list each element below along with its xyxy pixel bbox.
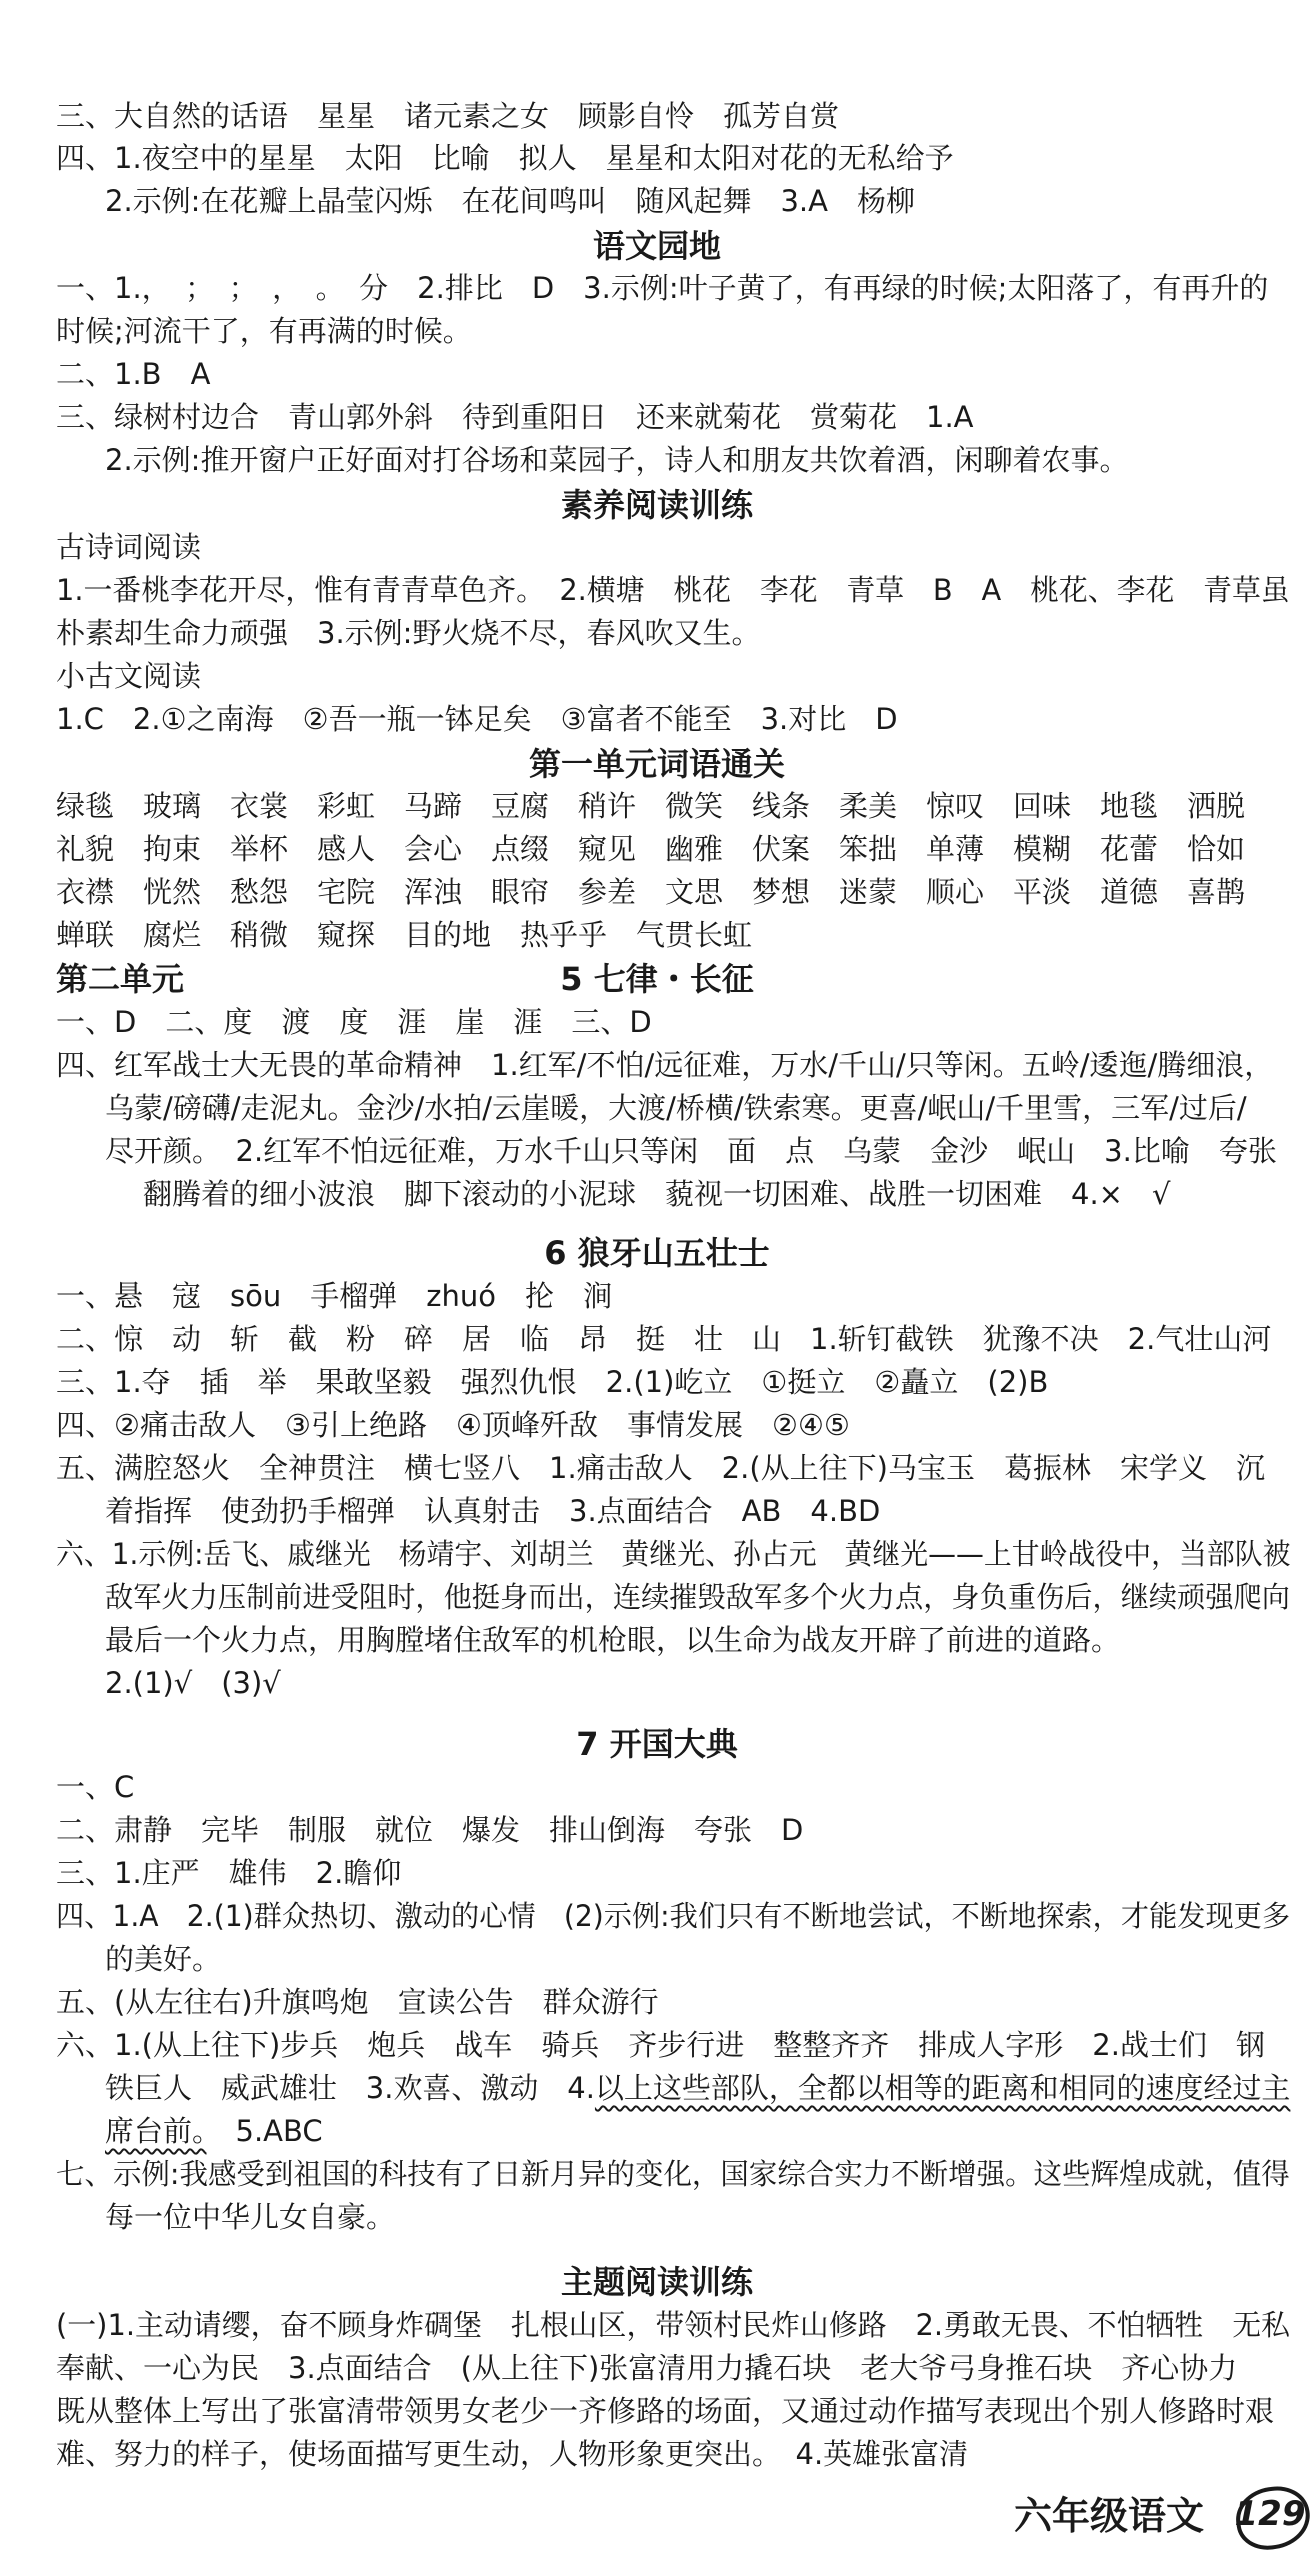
answer-line xyxy=(56,2305,1290,2345)
answer-line xyxy=(56,1534,1290,1574)
wavy-underlined-text: 以上这些部队，全都以相等的距离和相同的速度经过主 xyxy=(594,2071,1291,2105)
answer-line xyxy=(105,1131,1277,1171)
answer-line xyxy=(56,2348,1237,2388)
answer-line xyxy=(105,1663,281,1703)
answer-text: 一、悬 寇 sōu 手榴弹 zhuó 抡 涧 xyxy=(56,1279,612,1313)
answer-text: 六、1.示例:岳飞、戚继光 杨靖宇、刘胡兰 黄继光、孙占元 黄继光——上甘岭战役中，当部队被 xyxy=(56,1537,1291,1571)
answer-line xyxy=(56,1448,1265,1488)
answer-line xyxy=(143,1174,1170,1214)
answer-line xyxy=(56,656,201,696)
answer-text: 乌蒙/磅礴/走泥丸。金沙/水拍/云崖暖，大渡/桥横/铁索寒。更喜/岷山/千里雪，三军/过后/ xyxy=(105,1091,1247,1125)
answer-text: 四、②痛击敌人 ③引上绝路 ④顶峰歼敌 事情发展 ②④⑤ xyxy=(56,1408,850,1442)
answer-text: 朴素却生命力顽强 3.示例:野火烧不尽，春风吹又生。 xyxy=(56,616,761,650)
answer-text: 三、1.庄严 雄伟 2.瞻仰 xyxy=(56,1856,402,1890)
section-heading: 第二单元 xyxy=(56,960,185,998)
section-heading: 语文园地 xyxy=(592,227,721,265)
answer-text: 绿毯 玻璃 衣裳 彩虹 马蹄 豆腐 稍许 微笑 线条 柔美 惊叹 回味 地毯 洒脱 xyxy=(56,789,1246,823)
answer-line xyxy=(56,1853,401,1893)
answer-line xyxy=(56,1045,1273,1085)
answer-line xyxy=(105,1491,880,1531)
answer-text: 四、1.A 2.(1)群众热切、激动的心情 (2)示例:我们只有不断地尝试，不断地探索，才能发现更多 xyxy=(56,1899,1291,1933)
answer-text: 四、红军战士大无畏的革命精神 1.红军/不怕/远征难，万水/千山/只等闲。五岭/逶迤/腾细浪， xyxy=(56,1048,1274,1082)
answer-text: 四、1.夜空中的星星 太阳 比喻 拟人 星星和太阳对花的无私给予 xyxy=(56,141,954,175)
answer-line xyxy=(56,699,898,739)
answer-text: 敌军火力压制前进受阻时，他挺身而出，连续摧毁敌军多个火力点，身负重伤后，继续顽强爬向 xyxy=(105,1580,1291,1614)
answer-text: 难、努力的样子，使场面描写更生动，人物形象更突出。 4.英雄张富清 xyxy=(56,2437,969,2471)
answer-line xyxy=(105,2068,1290,2108)
answer-text: 三、1.夺 插 举 果敢坚毅 强烈仇恨 2.(1)屹立 ①挺立 ②矗立 (2)B xyxy=(56,1365,1049,1399)
section-heading: 主题阅读训练 xyxy=(560,2263,753,2301)
answer-text: 礼貌 拘束 举杯 感人 会心 点缀 窥见 幽雅 伏案 笨拙 单薄 模糊 花蕾 恰如 xyxy=(56,832,1246,866)
answer-line xyxy=(105,1577,1290,1617)
answer-text: 小古文阅读 xyxy=(56,659,202,693)
answer-line xyxy=(56,829,1245,869)
answer-line xyxy=(56,397,974,437)
answer-line xyxy=(56,354,210,394)
answer-line xyxy=(56,96,839,136)
section-heading: 素养阅读训练 xyxy=(560,486,753,524)
answer-text: 奉献、一心为民 3.点面结合 (从上往下)张富清用力撬石块 老大爷弓身推石块 齐心协力 xyxy=(56,2351,1238,2385)
answer-line xyxy=(56,1405,850,1445)
answer-text: 一、D 二、度 渡 度 涯 崖 涯 三、D xyxy=(56,1005,652,1039)
answer-text: 三、绿树村边合 青山郭外斜 待到重阳日 还来就菊花 赏菊花 1.A xyxy=(56,400,974,434)
answer-line xyxy=(105,440,1128,480)
answer-line xyxy=(56,527,201,567)
answer-line xyxy=(56,570,1290,610)
section-heading: 7 开国大典 xyxy=(576,1725,738,1763)
answer-line xyxy=(105,2197,395,2237)
answer-line xyxy=(56,1002,652,1042)
answer-text: 尽开颜。 2.红军不怕远征难，万水千山只等闲 面 点 乌蒙 金沙 岷山 3.比喻 夸张 xyxy=(105,1134,1277,1168)
answer-text: 二、1.B A xyxy=(56,357,211,391)
answer-line xyxy=(56,1767,134,1807)
answer-line xyxy=(56,2025,1265,2065)
page-number-badge xyxy=(1228,2483,1308,2547)
answer-line xyxy=(105,1088,1247,1128)
answer-text: 五、(从左往右)升旗鸣炮 宣读公告 群众游行 xyxy=(56,1985,659,2019)
answer-line xyxy=(56,1276,612,1316)
answer-text: 每一位中华儿女自豪。 xyxy=(105,2200,396,2234)
answer-text: 最后一个火力点，用胸膛堵住敌军的机枪眼，以生命为战友开辟了前进的道路。 xyxy=(105,1623,1121,1657)
answer-line xyxy=(56,1362,1048,1402)
page-number: 129 xyxy=(1234,2494,1306,2534)
answer-text: 二、惊 动 斩 截 粉 碎 居 临 昂 挺 壮 山 1.斩钉截铁 犹豫不决 2.气壮山河 xyxy=(56,1322,1272,1356)
answer-line xyxy=(56,872,1245,912)
answer-line xyxy=(56,138,954,178)
answer-text: 的美好。 xyxy=(105,1942,222,1976)
answer-text: 1.C 2.①之南海 ②吾一瓶一钵足矣 ③富者不能至 3.对比 D xyxy=(56,702,898,736)
answer-text: 一、C xyxy=(56,1770,135,1804)
answer-text: 七、示例:我感受到祖国的科技有了日新月异的变化，国家综合实力不断增强。这些辉煌成就，值得 xyxy=(56,2157,1290,2191)
answer-line xyxy=(56,268,1268,308)
answer-text: 铁巨人 威武雄壮 3.欢喜、激动 4. xyxy=(105,2071,595,2105)
answer-text: 翻腾着的细小波浪 脚下滚动的小泥球 藐视一切困难、战胜一切困难 4.× √ xyxy=(143,1177,1171,1211)
answer-line xyxy=(105,1620,1120,1660)
answer-line xyxy=(56,786,1245,826)
answer-text: 2.示例:在花瓣上晶莹闪烁 在花间鸣叫 随风起舞 3.A 杨柳 xyxy=(105,184,915,218)
answer-text: (一)1.主动请缨，奋不顾身炸碉堡 扎根山区，带领村民炸山修路 2.勇敢无畏、不怕牺牲 无私 xyxy=(56,2308,1291,2342)
answer-line xyxy=(56,613,760,653)
wavy-underlined-text: 席台前。 xyxy=(105,2114,207,2148)
answer-text: 1.一番桃李花开尽，惟有青青草色齐。 2.横塘 桃花 李花 青草 B A 桃花、李花 青草虽 xyxy=(56,573,1290,607)
answer-text: 衣襟 恍然 愁怨 宅院 浑浊 眼帘 参差 文思 梦想 迷蒙 顺心 平淡 道德 喜鹊 xyxy=(56,875,1246,909)
answer-text: 着指挥 使劲扔手榴弹 认真射击 3.点面结合 AB 4.BD xyxy=(105,1494,881,1528)
section-heading: 第一单元词语通关 xyxy=(528,745,785,783)
answer-text: 二、肃静 完毕 制服 就位 爆发 排山倒海 夸张 D xyxy=(56,1813,804,1847)
answer-text: 一、1.， ； ； ， 。 分 2.排比 D 3.示例:叶子黄了，有再绿的时候;太阳落了，有再升的 xyxy=(56,271,1269,305)
answer-text: 2.示例:推开窗户正好面对打谷场和菜园子，诗人和朋友共饮着酒，闲聊着农事。 xyxy=(105,443,1129,477)
answer-text: 既从整体上写出了张富清带领男女老少一齐修路的场面，又通过动作描写表现出个别人修路时艰 xyxy=(56,2394,1275,2428)
section-heading: 6 狼牙山五壮士 xyxy=(544,1234,770,1272)
answer-text-tail: 5.ABC xyxy=(206,2114,323,2148)
answer-text: 古诗词阅读 xyxy=(56,530,202,564)
answer-line xyxy=(56,1982,659,2022)
answer-text: 六、1.(从上往下)步兵 炮兵 战车 骑兵 齐步行进 整整齐齐 排成人字形 2.战士们 钢 xyxy=(56,2028,1265,2062)
answer-line xyxy=(56,2434,968,2474)
section-heading: 5 七律・长征 xyxy=(560,960,754,998)
answer-line xyxy=(56,311,472,351)
footer-grade-subject: 六年级语文 xyxy=(1014,2494,1205,2538)
answer-text: 2.(1)√ (3)√ xyxy=(105,1666,281,1700)
answer-text: 时候;河流干了，有再满的时候。 xyxy=(56,314,472,348)
answer-line xyxy=(56,1896,1290,1936)
answer-line xyxy=(105,2111,323,2151)
answer-line xyxy=(56,1810,803,1850)
answer-text: 蝉联 腐烂 稍微 窥探 目的地 热乎乎 气贯长虹 xyxy=(56,918,753,952)
answer-line xyxy=(56,2154,1290,2194)
answer-text: 五、满腔怒火 全神贯注 横七竖八 1.痛击敌人 2.(从上往下)马宝玉 葛振林 宋学义 沉 xyxy=(56,1451,1265,1485)
answer-line xyxy=(56,915,752,955)
answer-line xyxy=(56,1319,1271,1359)
answer-line xyxy=(56,2391,1274,2431)
answer-line xyxy=(105,181,915,221)
answer-text: 三、大自然的话语 星星 诸元素之女 顾影自怜 孤芳自赏 xyxy=(56,99,840,133)
answer-line xyxy=(105,1939,221,1979)
